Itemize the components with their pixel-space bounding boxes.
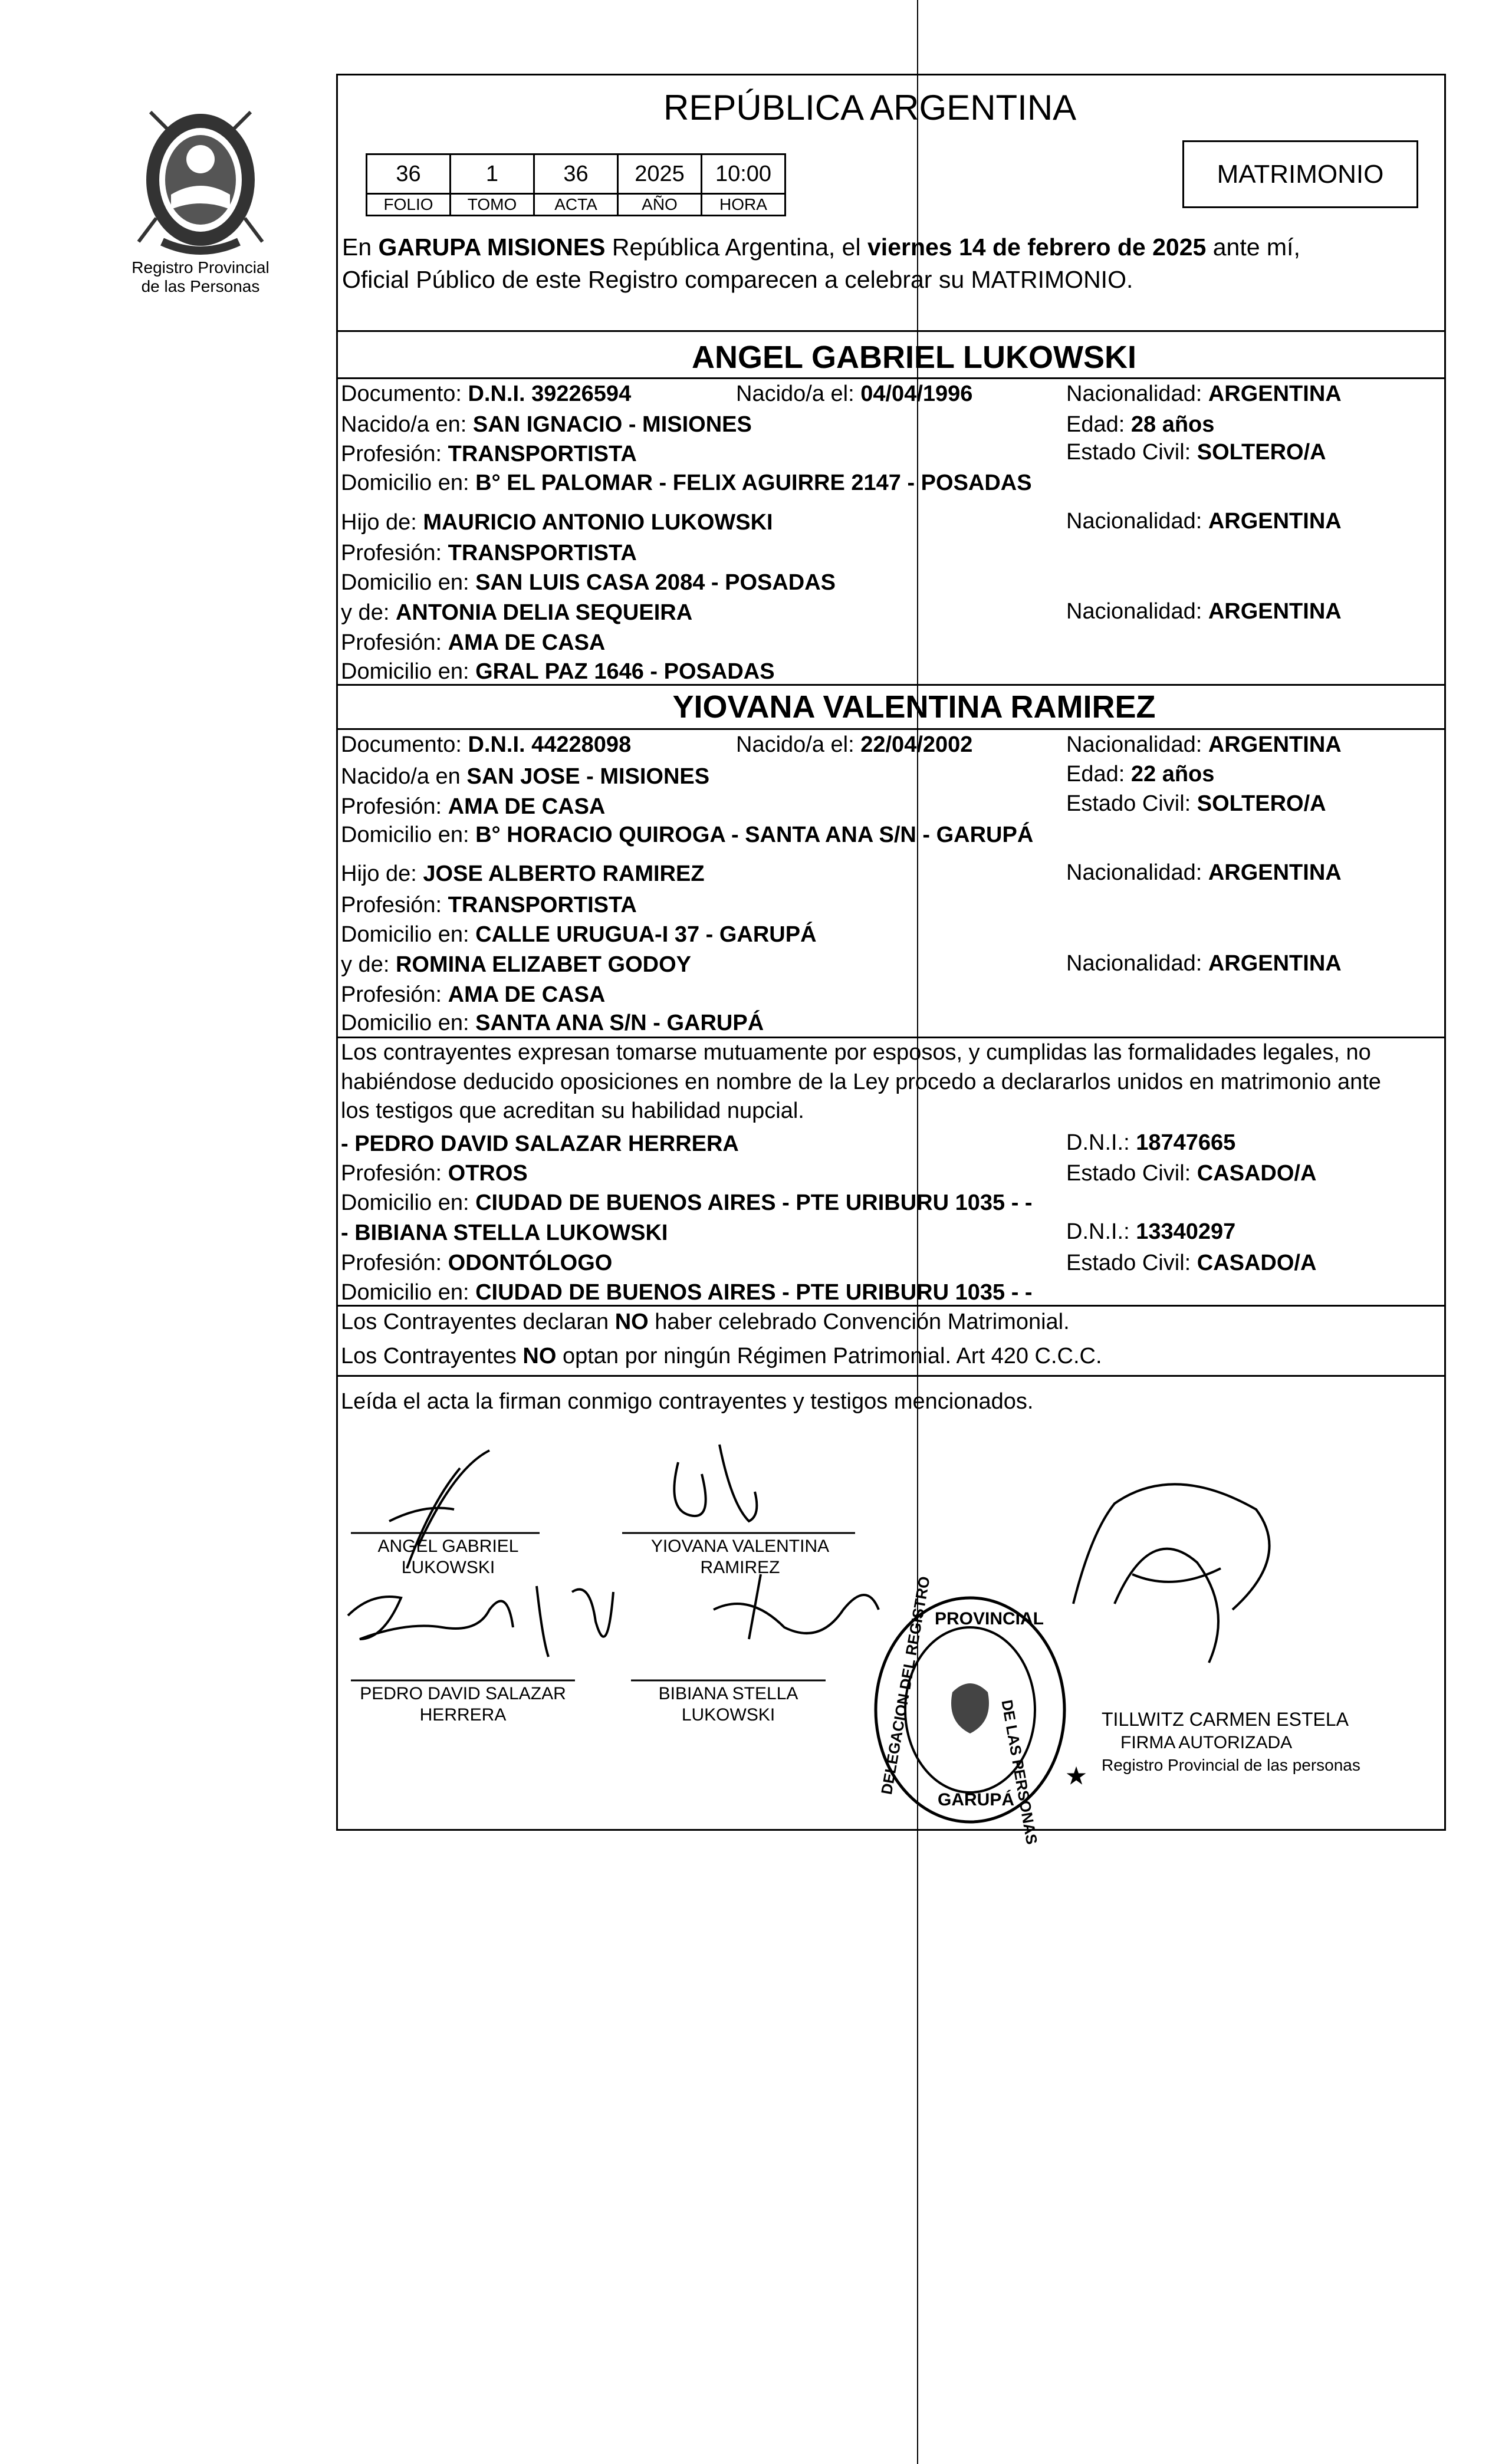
groom-age: Edad: 28 años [1066, 412, 1215, 437]
bride-age: Edad: 22 años [1066, 762, 1215, 787]
witness2-address: Domicilio en: CIUDAD DE BUENOS AIRES - PTE URIBURU 1035 - - [341, 1280, 1033, 1305]
witness1-civil-status: Estado Civil: CASADO/A [1066, 1161, 1317, 1186]
divider [336, 684, 1446, 686]
intro-line2: Oficial Público de este Registro comparecen a celebrar su MATRIMONIO. [342, 266, 1133, 293]
anio-label: AÑO [617, 193, 702, 216]
bride-profession: Profesión: AMA DE CASA [341, 794, 606, 819]
official-title: FIRMA AUTORIZADA [1120, 1733, 1293, 1752]
hora-value: 10:00 [701, 153, 786, 195]
bride-nationality: Nacionalidad: ARGENTINA [1066, 732, 1342, 757]
official-name: TILLWITZ CARMEN ESTELA [1102, 1709, 1349, 1730]
witness1-dni: D.N.I.: 18747665 [1066, 1130, 1236, 1155]
folio-label: FOLIO [366, 193, 451, 216]
anio-value: 2025 [617, 153, 702, 195]
witness1-signature-name1: PEDRO DAVID SALAZAR [360, 1684, 566, 1703]
groom-signature-name1: ANGEL GABRIEL [377, 1537, 519, 1556]
registry-logo [127, 106, 274, 259]
bride-document: Documento: D.N.I. 44228098 [341, 732, 632, 757]
acta-label: ACTA [533, 193, 619, 216]
page-title: REPÚBLICA ARGENTINA [663, 88, 1077, 127]
official-office: Registro Provincial de las personas [1102, 1756, 1360, 1774]
witness1-profession: Profesión: OTROS [341, 1161, 528, 1186]
bride-father-nationality: Nacionalidad: ARGENTINA [1066, 860, 1342, 885]
witness2-civil-status: Estado Civil: CASADO/A [1066, 1251, 1317, 1275]
convention-line1: Los Contrayentes declaran NO haber celebrado Convención Matrimonial. [341, 1310, 1070, 1334]
intro-line1: En GARUPA MISIONES República Argentina, el viernes 14 de febrero de 2025 ante mí, [342, 233, 1300, 261]
witness2-signature-name1: BIBIANA STELLA [658, 1684, 798, 1703]
bride-father-address: Domicilio en: CALLE URUGUA-I 37 - GARUPÁ [341, 922, 817, 947]
divider [336, 1375, 1446, 1377]
groom-mother-nationality: Nacionalidad: ARGENTINA [1066, 599, 1342, 624]
groom-nationality: Nacionalidad: ARGENTINA [1066, 381, 1342, 406]
witness2-signature-name2: LUKOWSKI [681, 1705, 775, 1725]
groom-father-profession: Profesión: TRANSPORTISTA [341, 541, 637, 565]
logo-line2: de las Personas [141, 277, 260, 295]
bride-mother-address: Domicilio en: SANTA ANA S/N - GARUPÁ [341, 1011, 764, 1035]
bride-mother: y de: ROMINA ELIZABET GODOY [341, 952, 691, 977]
bride-civil-status: Estado Civil: SOLTERO/A [1066, 791, 1326, 816]
groom-profession: Profesión: TRANSPORTISTA [341, 442, 637, 466]
bride-address: Domicilio en: B° HORACIO QUIROGA - SANTA ANA S/N - GARUPÁ [341, 823, 1034, 847]
registry-stamp [870, 1575, 1087, 1846]
bride-mother-nationality: Nacionalidad: ARGENTINA [1066, 951, 1342, 976]
divider [336, 1305, 1446, 1307]
witness1-signature-name2: HERRERA [419, 1705, 507, 1725]
bride-signature-name1: YIOVANA VALENTINA [650, 1537, 830, 1556]
groom-mother: y de: ANTONIA DELIA SEQUEIRA [341, 600, 693, 625]
svg-text:★: ★ [1066, 1764, 1087, 1789]
witness2-dni: D.N.I.: 13340297 [1066, 1219, 1236, 1244]
divider [336, 330, 1446, 332]
groom-address: Domicilio en: B° EL PALOMAR - FELIX AGUIRRE 2147 - POSADAS [341, 471, 1032, 495]
folio-value: 36 [366, 153, 451, 195]
stamp-text-right: DE LAS PERSONAS [998, 1698, 1041, 1846]
groom-name: ANGEL GABRIEL LUKOWSKI [691, 340, 1137, 375]
acta-value: 36 [533, 153, 619, 195]
closing-text: Leída el acta la firman conmigo contrayentes y testigos mencionados. [341, 1389, 1034, 1414]
divider [336, 1037, 1446, 1038]
witness2-name: - BIBIANA STELLA LUKOWSKI [341, 1221, 668, 1245]
groom-father-address: Domicilio en: SAN LUIS CASA 2084 - POSADAS [341, 570, 836, 595]
groom-father-nationality: Nacionalidad: ARGENTINA [1066, 509, 1342, 534]
groom-birthdate: Nacido/a el: 04/04/1996 [736, 381, 973, 406]
hora-label: HORA [701, 193, 786, 216]
groom-father: Hijo de: MAURICIO ANTONIO LUKOWSKI [341, 510, 773, 535]
convention-line2: Los Contrayentes NO optan por ningún Régimen Patrimonial. Art 420 C.C.C. [341, 1344, 1102, 1368]
declaration-line1: Los contrayentes expresan tomarse mutuamente por esposos, y cumplidas las formalidades legales, no [341, 1040, 1371, 1065]
divider [336, 728, 1446, 730]
groom-document: Documento: D.N.I. 39226594 [341, 381, 632, 406]
divider [336, 377, 1446, 379]
witness2-profession: Profesión: ODONTÓLOGO [341, 1251, 613, 1275]
groom-mother-profession: Profesión: AMA DE CASA [341, 630, 606, 655]
type-badge: MATRIMONIO [1182, 140, 1418, 208]
bride-father: Hijo de: JOSE ALBERTO RAMIREZ [341, 861, 705, 886]
witness1-address: Domicilio en: CIUDAD DE BUENOS AIRES - PTE URIBURU 1035 - - [341, 1190, 1033, 1215]
stamp-text-top: PROVINCIAL [935, 1609, 1044, 1629]
groom-civil-status: Estado Civil: SOLTERO/A [1066, 440, 1326, 465]
declaration-line2: habiéndose deducido oposiciones en nombre de la Ley procedo a declararlos unidos en matrimonio ante [341, 1070, 1381, 1094]
bride-birthdate: Nacido/a el: 22/04/2002 [736, 732, 973, 757]
tomo-value: 1 [449, 153, 535, 195]
bride-signature-name2: RAMIREZ [700, 1558, 780, 1577]
stamp-text-left: DELEGACION DEL REGISTRO [877, 1575, 934, 1796]
witness1-name: - PEDRO DAVID SALAZAR HERRERA [341, 1131, 739, 1156]
bride-mother-profession: Profesión: AMA DE CASA [341, 982, 606, 1007]
groom-mother-address: Domicilio en: GRAL PAZ 1646 - POSADAS [341, 659, 775, 684]
province-seal-icon [127, 106, 274, 259]
logo-line1: Registro Provincial [132, 258, 269, 277]
bride-name: YIOVANA VALENTINA RAMIREZ [672, 689, 1156, 725]
groom-signature-name2: LUKOWSKI [401, 1558, 495, 1577]
stamp-text-bottom: GARUPÁ [938, 1790, 1015, 1810]
declaration-line3: los testigos que acreditan su habilidad nupcial. [341, 1098, 804, 1123]
bride-birthplace: Nacido/a en SAN JOSE - MISIONES [341, 764, 710, 789]
groom-birthplace: Nacido/a en: SAN IGNACIO - MISIONES [341, 412, 752, 437]
tomo-label: TOMO [449, 193, 535, 216]
bride-father-profession: Profesión: TRANSPORTISTA [341, 893, 637, 917]
